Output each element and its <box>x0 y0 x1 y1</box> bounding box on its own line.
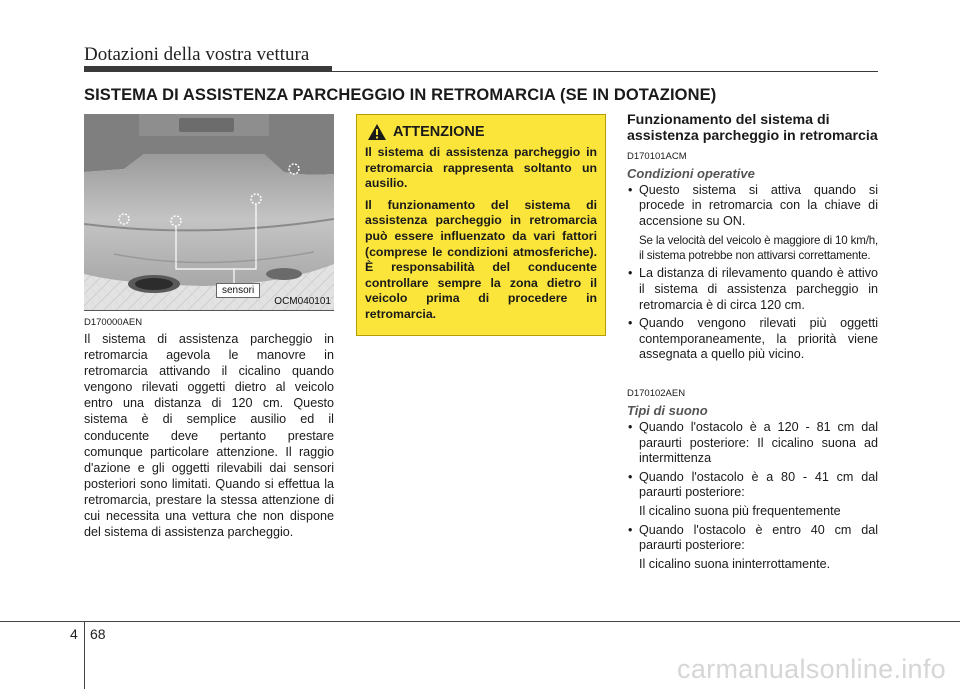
list-item-text: Quando l'ostacolo è entro 40 cm dal paraurti posteriore: <box>639 522 878 553</box>
sounds-code: D170102AEN <box>627 387 686 399</box>
header-rule <box>84 71 878 72</box>
list-item <box>627 420 878 467</box>
warning-triangle-icon <box>367 123 387 141</box>
list-item <box>627 316 878 363</box>
list-item-text: La distanza di rilevamento quando è attivo il sistema di assistenza parcheggio in retromarcia è di circa 120 cm. <box>639 266 878 312</box>
list-item-note: Il cicalino suona più frequentemente <box>639 503 841 518</box>
list-item <box>627 470 878 520</box>
footer-divider <box>84 622 85 689</box>
list-item-note: Il cicalino suona ininterrottamente. <box>639 556 831 571</box>
list-item <box>627 266 878 313</box>
list-item <box>627 183 878 264</box>
list-item <box>627 523 878 573</box>
operation-list <box>627 183 878 363</box>
list-item-text: Quando l'ostacolo è a 120 - 81 cm dal paraurti posteriore: Il cicalino suona ad intermittenza <box>639 419 878 466</box>
warning-title: ATTENZIONE <box>393 124 485 140</box>
warning-box <box>356 114 606 336</box>
list-item-note: Se la velocità del veicolo è maggiore di 10 km/h, il sistema potrebbe non attivarsi correttamente. <box>639 233 878 262</box>
list-item-text: Quando vengono rilevati più oggetti contemporaneamente, la priorità viene assegnata a quello più vicino. <box>639 316 878 362</box>
operation-code: D170101ACM <box>627 150 687 162</box>
warning-paragraph: Il funzionamento del sistema di assistenza parcheggio in retromarcia può essere influenzato da vari fattori (comprese le condizioni atmosferiche). È responsabilità del conducente controllare sempre la zona dietro il veicolo prima di procedere in retromarcia. <box>365 197 597 321</box>
right-column <box>627 112 878 575</box>
operation-subtitle: Condizioni operative <box>627 165 755 181</box>
section-title: SISTEMA DI ASSISTENZA PARCHEGGIO IN RETROMARCIA (SE IN DOTAZIONE) <box>84 86 717 104</box>
warning-header <box>367 123 597 141</box>
list-item-text: Questo sistema si attiva quando si procede in retromarcia con la chiave di accensione su ON. <box>639 182 878 228</box>
sounds-list <box>627 420 878 572</box>
sensors-callout: sensori <box>216 283 260 298</box>
page-section-number: 4 <box>70 626 78 642</box>
bumper-illustration <box>84 114 334 311</box>
intro-text: Il sistema di assistenza parcheggio in retromarcia agevola le manovre in retromarcia attivando il cicalino quando vengono rilevati oggetti dietro al veicolo entro una distanza di 120 cm. Questo sistema è di semplice ausilio ed il conducente deve pertanto prestare comunque particolare attenzione. Il raggio d'azione e gli oggetti rilevabili dai sensori posteriori sono limitati. Quando si effettua la retromarcia, prestare la stessa attenzione di cui necessita una vettura che non dispone del sistema di assistenza parcheggio. <box>84 332 334 540</box>
warning-paragraph: Il sistema di assistenza parcheggio in retromarcia rappresenta soltanto un ausilio. <box>365 145 597 191</box>
sounds-subtitle: Tipi di suono <box>627 402 708 418</box>
header-title: Dotazioni della vostra vettura <box>84 44 310 65</box>
list-item-text: Quando l'ostacolo è a 80 - 41 cm dal paraurti posteriore: <box>639 469 878 500</box>
figure-code: OCM040101 <box>274 296 331 307</box>
watermark: carmanualsonline.info <box>677 654 946 684</box>
operation-title: Funzionamento del sistema di assistenza parcheggio in retromarcia <box>627 112 878 145</box>
rear-bumper-figure <box>84 114 334 311</box>
footer-rule <box>0 621 960 622</box>
intro-code: D170000AEN <box>84 317 143 328</box>
page-number: 68 <box>90 626 106 642</box>
